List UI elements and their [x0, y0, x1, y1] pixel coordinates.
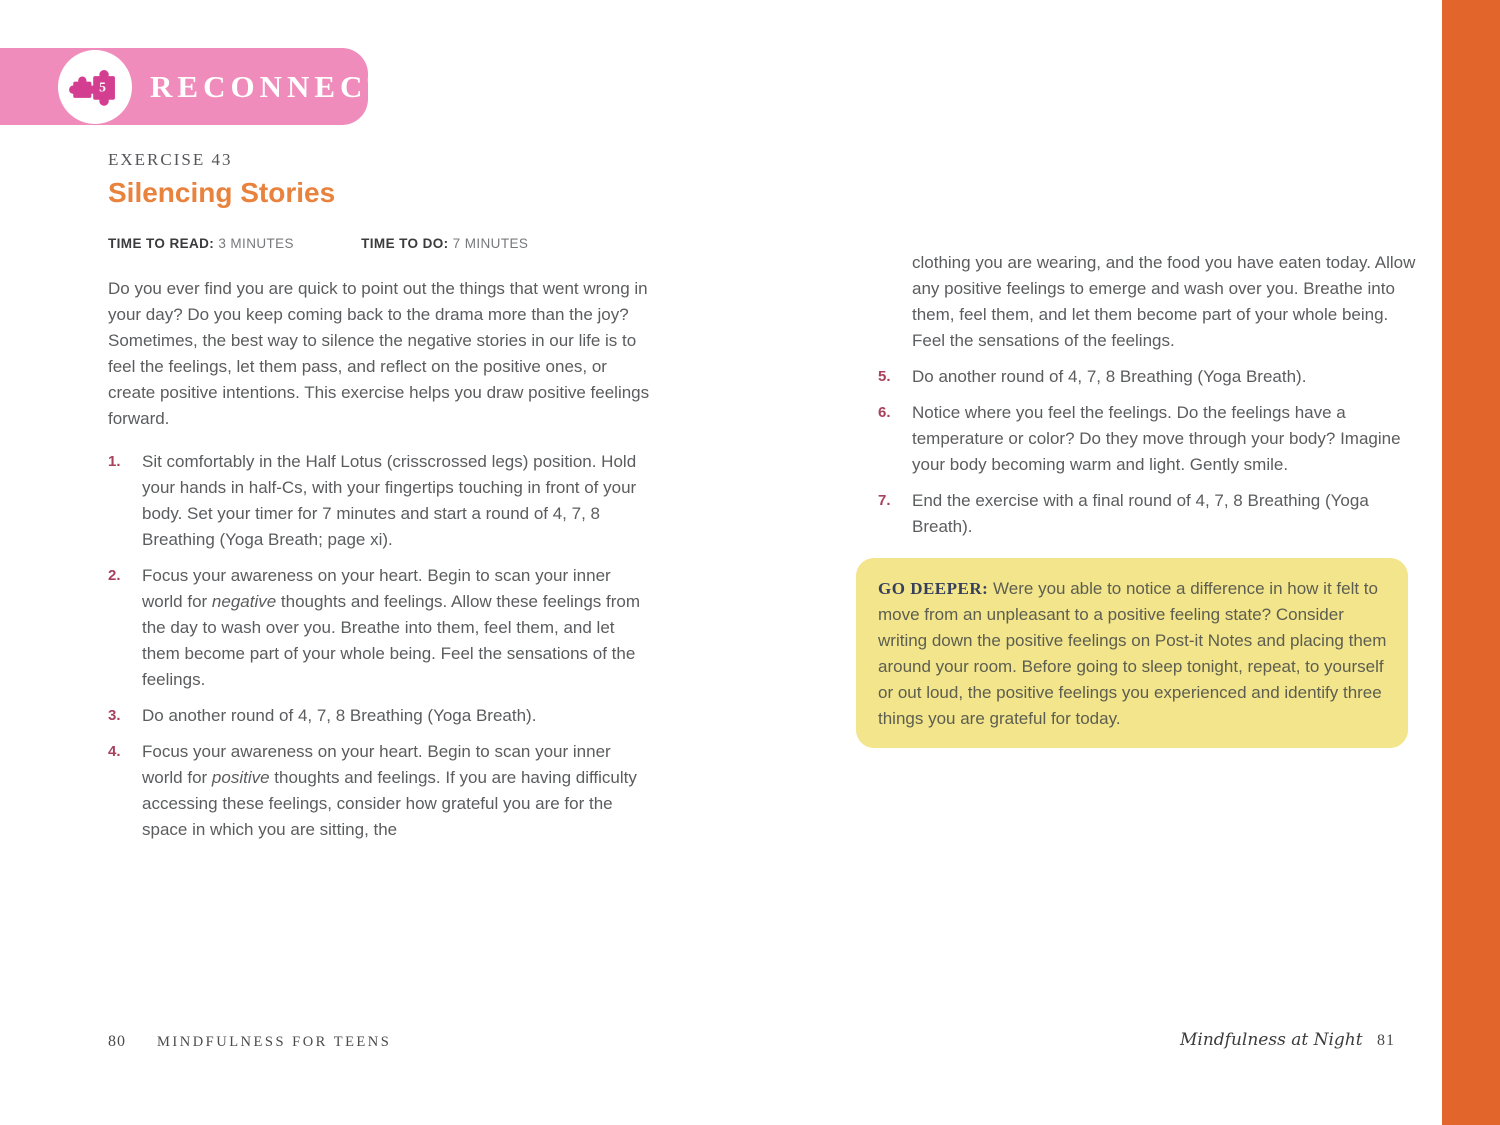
- step-number: 6.: [878, 404, 891, 421]
- step-text-emphasis: positive: [211, 768, 270, 787]
- exercise-eyebrow: EXERCISE 43: [108, 150, 233, 169]
- page-edge-stripe: [1442, 0, 1500, 1125]
- step-number: 5.: [878, 368, 891, 385]
- step-text: Do another round of 4, 7, 8 Breathing (Yoga Breath).: [142, 706, 537, 725]
- time-to-do: [361, 236, 528, 251]
- step-4-continuation: clothing you are wearing, and the food you have eaten today. Allow any positive feelings to emerge and wash over you. Breathe into them, feel them, and let them become part of your whole being. Feel the sensations of the feelings.: [912, 253, 1416, 350]
- steps-list-right: [878, 364, 1418, 540]
- page-number-left: 80: [108, 1033, 126, 1050]
- time-to-read-label: TIME TO READ:: [108, 236, 215, 251]
- left-page-column: [108, 150, 655, 853]
- step-text: Sit comfortably in the Half Lotus (crisscrossed legs) position. Hold your hands in half-Cs, with your fingertips touching in front of your body. Set your timer for 7 minutes and start a round of 4, 7, 8 Breathing (Yoga Breath; page xi).: [142, 452, 637, 549]
- page-number-right: 81: [1377, 1032, 1395, 1049]
- step-text-segment: Focus your awareness on your heart. Begin to scan your inner world for: [142, 742, 611, 787]
- step-text-emphasis: negative: [211, 592, 277, 611]
- right-page-footer: [1180, 1030, 1395, 1050]
- exercise-title: Silencing Stories: [108, 177, 336, 208]
- list-item: [108, 739, 655, 843]
- go-deeper-label: GO DEEPER:: [878, 579, 989, 598]
- list-item: [878, 400, 1418, 478]
- left-page-footer: [108, 1033, 391, 1051]
- step-text: Do another round of 4, 7, 8 Breathing (Yoga Breath).: [912, 367, 1307, 386]
- step-text: Notice where you feel the feelings. Do the feelings have a temperature or color? Do they move through your body? Imagine your body becoming warm and light. Gently smile.: [912, 403, 1401, 474]
- right-page-column: [878, 250, 1418, 748]
- list-item: [878, 488, 1418, 540]
- step-text: [142, 739, 655, 843]
- step-text: End the exercise with a final round of 4, 7, 8 Breathing (Yoga Breath).: [912, 491, 1369, 536]
- intro-paragraph: Do you ever find you are quick to point out the things that went wrong in your day? Do you keep coming back to the drama more than the joy? Sometimes, the best way to silence the negative stories in our life is to feel the feelings, let them pass, and reflect on the positive ones, or create positive intentions. This exercise helps you draw positive feelings forward.: [108, 279, 650, 428]
- chapter-title: Mindfulness at Night: [1180, 1030, 1363, 1050]
- step-number: 3.: [108, 707, 121, 724]
- time-to-do-label: TIME TO DO:: [361, 236, 449, 251]
- time-to-do-value: 7 MINUTES: [448, 236, 529, 251]
- step-text: [142, 563, 655, 693]
- list-item: [108, 449, 655, 553]
- chapter-banner: [0, 48, 394, 125]
- step-text-segment: thoughts and feelings. If you are having difficulty accessing these feelings, consider how grateful you are for the space in which you are sitting, the: [142, 768, 637, 839]
- puzzle-icon: [66, 58, 124, 116]
- time-to-read: [108, 236, 294, 251]
- step-number: 7.: [878, 492, 891, 509]
- step-number: 4.: [108, 743, 121, 760]
- chapter-icon-badge: [58, 50, 132, 124]
- book-title: MINDFULNESS FOR TEENS: [157, 1034, 392, 1050]
- list-item: [108, 703, 655, 729]
- step-text-segment: Focus your awareness on your heart. Begin to scan your inner world for: [142, 566, 611, 611]
- list-item: [878, 364, 1418, 390]
- steps-list-left: [108, 449, 655, 843]
- step-text-segment: thoughts and feelings. Allow these feelings from the day to wash over you. Breathe into them, feel them, and let them become part of your whole being. Feel the sensations of the feelings.: [142, 592, 641, 689]
- time-info-row: [108, 236, 655, 251]
- go-deeper-text: Were you able to notice a difference in how it felt to move from an unpleasant to a positive feeling state? Consider writing down the positive feelings on Post-it Notes and placing them around your room. Before going to sleep tonight, repeat, to yourself or out loud, the positive feelings you experienced and identify three things you are grateful for today.: [878, 579, 1387, 728]
- list-item: [108, 563, 655, 693]
- step-number: 2.: [108, 567, 121, 584]
- go-deeper-callout: [856, 558, 1408, 748]
- step-number: 1.: [108, 453, 121, 470]
- chapter-banner-label: RECONNECT: [150, 68, 394, 104]
- puzzle-number: 5: [99, 79, 106, 95]
- time-to-read-value: 3 MINUTES: [214, 236, 294, 251]
